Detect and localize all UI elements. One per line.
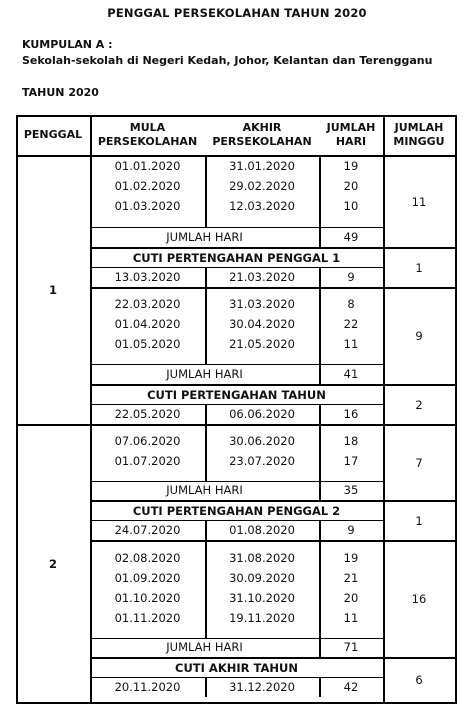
mula-date: 01.03.2020 (114, 198, 181, 213)
mula-date: 01.10.2020 (114, 590, 181, 605)
mula-date: 22.03.2020 (114, 296, 181, 311)
table-border-top (16, 115, 457, 117)
jumlah-hari-value: 11 (343, 336, 359, 351)
cuti-label: CUTI PERTENGAHAN PENGGAL 1 (132, 250, 341, 265)
cuti-divider (90, 404, 383, 405)
jumlah-minggu-value: 9 (415, 329, 423, 343)
jumlah-minggu-value: 2 (415, 397, 423, 412)
header-jumlah-hari-line-1: JUMLAH (326, 121, 376, 134)
table-border-left (16, 115, 18, 704)
jumlah-hari-value: 22 (343, 316, 359, 331)
header-mula (90, 121, 205, 149)
akhir-date: 12.03.2020 (229, 198, 295, 213)
jumlah-minggu-value: 6 (415, 673, 423, 687)
mula-date: 02.08.2020 (114, 550, 181, 565)
jumlah-minggu-value: 1 (415, 260, 423, 275)
mula-date: 01.01.2020 (114, 158, 181, 173)
jumlah-hari-total: 41 (343, 366, 359, 381)
cuti-label: CUTI PERTENGAHAN TAHUN (147, 387, 326, 402)
akhir-date: 31.03.2020 (229, 296, 295, 311)
table-border-bottom (16, 702, 457, 704)
jumlah-hari-total: 49 (343, 229, 359, 244)
mula-date: 13.03.2020 (114, 269, 181, 284)
mula-date: 22.05.2020 (114, 406, 181, 421)
page-title: PENGGAL PERSEKOLAHAN TAHUN 2020 (107, 6, 367, 20)
jumlah-hari-total: 71 (343, 640, 359, 654)
jumlah-hari-value: 18 (343, 433, 359, 448)
jumlah-hari-label: JUMLAH HARI (166, 366, 243, 381)
cuti-divider (90, 677, 383, 678)
header-jumlah-minggu-line-1: JUMLAH (394, 121, 444, 134)
jumlah-divider (90, 364, 383, 365)
akhir-date: 31.12.2020 (229, 679, 295, 694)
mula-date: 01.05.2020 (114, 336, 181, 351)
jumlah-hari-value: 20 (343, 590, 359, 605)
block-divider (90, 287, 457, 289)
block-divider (90, 540, 457, 542)
header-jumlah-minggu-line-2: MINGGU (393, 135, 445, 148)
jumlah-hari-total: 35 (343, 483, 359, 497)
jumlah-hari-value: 10 (343, 198, 359, 213)
jumlah-hari-value: 8 (347, 296, 355, 311)
akhir-date: 30.06.2020 (229, 433, 295, 448)
jumlah-hari-value: 42 (343, 679, 359, 694)
akhir-date: 06.06.2020 (229, 406, 295, 421)
akhir-date: 01.08.2020 (229, 522, 295, 537)
jumlah-divider (90, 227, 383, 228)
header-mula-line-2: PERSEKOLAHAN (97, 135, 198, 148)
kumpulan-heading: KUMPULAN A : (22, 38, 113, 51)
jumlah-hari-value: 16 (343, 406, 359, 421)
block-divider (90, 657, 457, 659)
header-jumlah-minggu (383, 121, 455, 149)
header-mula-line-1: MULA (129, 121, 166, 134)
block-divider (90, 500, 457, 502)
header-akhir-line-1: AKHIR (242, 121, 282, 134)
jumlah-hari-value: 9 (347, 269, 355, 284)
mula-date: 01.11.2020 (114, 610, 181, 625)
cuti-label: CUTI AKHIR TAHUN (175, 660, 298, 675)
cuti-label: CUTI PERTENGAHAN PENGGAL 2 (132, 503, 341, 518)
mula-date: 07.06.2020 (114, 433, 181, 448)
block-divider (90, 384, 457, 386)
mula-date: 01.07.2020 (114, 453, 181, 468)
header-jumlah-hari-line-2: HARI (335, 135, 367, 148)
akhir-date: 29.02.2020 (229, 178, 295, 193)
akhir-date: 19.11.2020 (229, 610, 295, 625)
header-akhir-line-2: PERSEKOLAHAN (212, 135, 312, 148)
akhir-date: 31.10.2020 (229, 590, 295, 605)
jumlah-minggu-value: 16 (411, 592, 427, 606)
jumlah-hari-value: 19 (343, 550, 359, 565)
jumlah-hari-label: JUMLAH HARI (166, 640, 243, 654)
jumlah-minggu-value: 1 (415, 513, 423, 528)
cuti-divider (90, 520, 383, 521)
akhir-date: 21.05.2020 (229, 336, 295, 351)
jumlah-hari-value: 17 (343, 453, 359, 468)
header-jumlah-hari (319, 121, 383, 149)
cuti-divider (90, 267, 383, 268)
jumlah-divider (90, 638, 383, 639)
penggal-number: 1 (48, 283, 57, 297)
akhir-date: 31.08.2020 (229, 550, 295, 565)
negeri-subheading: Sekolah-sekolah di Negeri Kedah, Johor, Kelantan dan Terengganu (22, 54, 433, 67)
jumlah-hari-value: 11 (343, 610, 359, 625)
mula-date: 01.02.2020 (114, 178, 181, 193)
mula-date: 01.09.2020 (114, 570, 181, 585)
penggal-number: 2 (48, 556, 57, 571)
jumlah-minggu-value: 7 (415, 455, 423, 470)
block-divider (90, 247, 457, 249)
header-penggal: PENGGAL (23, 127, 83, 141)
jumlah-hari-label: JUMLAH HARI (166, 483, 243, 497)
akhir-date: 31.01.2020 (229, 158, 295, 173)
jumlah-hari-value: 21 (343, 570, 359, 585)
jumlah-divider (90, 481, 383, 482)
jumlah-hari-value: 9 (347, 522, 355, 537)
header-divider (16, 155, 457, 157)
mula-date: 01.04.2020 (114, 316, 181, 331)
jumlah-hari-value: 19 (343, 158, 359, 173)
tahun-heading: TAHUN 2020 (22, 86, 99, 99)
akhir-date: 21.03.2020 (229, 269, 295, 284)
table-border-right (455, 115, 457, 704)
akhir-date: 23.07.2020 (229, 453, 295, 468)
mula-date: 24.07.2020 (114, 522, 181, 537)
akhir-date: 30.09.2020 (229, 570, 295, 585)
penggal-divider (16, 424, 457, 426)
header-akhir (205, 121, 319, 149)
akhir-date: 30.04.2020 (229, 316, 295, 331)
jumlah-hari-label: JUMLAH HARI (166, 229, 243, 244)
jumlah-minggu-value: 11 (411, 194, 427, 209)
jumlah-hari-value: 20 (343, 178, 359, 193)
mula-date: 20.11.2020 (114, 679, 181, 694)
